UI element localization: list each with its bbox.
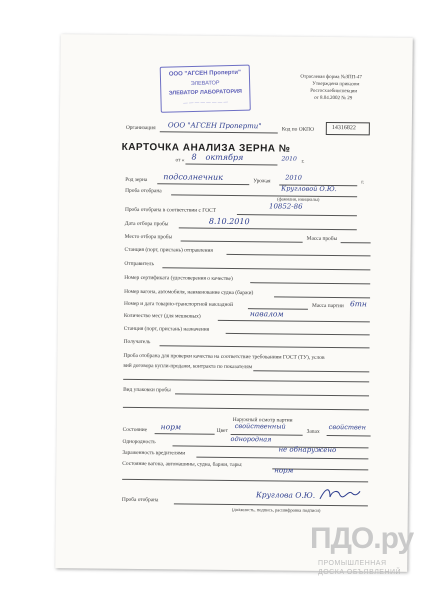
- place-label: Место отбора пробы: [124, 233, 173, 241]
- certificate-label: Номер сертификата (удостоверения о качестве): [124, 274, 233, 282]
- sampling-date-label: Дата отбора пробы: [124, 220, 169, 228]
- sampled-by-value: Кругловой О.Ю.: [281, 184, 337, 194]
- gost-label: Проба отобрана в соответствии с ГОСТ: [124, 206, 217, 214]
- crop-label: Род зерна: [125, 176, 148, 184]
- crop-value: подсолнечник: [163, 172, 223, 182]
- date-prefix: от «: [175, 157, 185, 164]
- signer-value: Круглова О.Ю.: [255, 490, 316, 500]
- organization-value: ООО "АГСЕН Проперти": [167, 121, 262, 131]
- okpo-label: Код по ОКПО: [281, 126, 315, 133]
- form-header-line2: Утверждена приказом: [312, 81, 360, 88]
- gost-value: 10852-86: [268, 202, 303, 211]
- container-label: Состояние вагона, автомашины, судна, баржи, тары:: [122, 460, 243, 469]
- form-header-line1: Отраслевая форма №ЗПП-47: [300, 74, 362, 81]
- waybill-label: Номер и дата товарно-транспортной накладной: [123, 300, 234, 308]
- sampling-date-value: 8.10.2010: [208, 216, 250, 227]
- receiver-label: Получатель: [123, 338, 151, 346]
- organization-stamp: ООО "АГСЕН Проперти" ЭЛЕВАТОР ЭЛЕВАТОР ЛАБОРАТОРИЯ — — — — — — — —: [160, 65, 251, 113]
- signer-hint: (должность, подпись, расшифровка подписи): [231, 506, 321, 513]
- batch-mass-label: Масса партии: [311, 302, 344, 310]
- color-value: свойственный: [234, 422, 286, 431]
- storage-label: Вид упаковки пробы: [123, 386, 171, 394]
- infestation-value: не обнаружено: [278, 445, 337, 455]
- contract-label: вий договора купли-продажи, контракта по показателям: [123, 362, 253, 371]
- sender-label: Отправитель: [124, 260, 154, 268]
- watermark-line2: ДОСКА ОБЪЯВЛЕНИЙ: [318, 569, 402, 576]
- watermark-line1: ПРОМЫШЛЕННАЯ: [318, 560, 387, 567]
- stamp-line1: ООО "АГСЕН Проперти": [168, 69, 242, 78]
- date-suffix: г.: [301, 158, 305, 165]
- stamp-line3: ЭЛЕВАТОР ЛАБОРАТОРИЯ: [168, 88, 243, 97]
- form-header-line3: Росгосхлебинспекции: [310, 88, 358, 95]
- places-value: навалом: [249, 309, 284, 319]
- okpo-value: 14316822: [331, 125, 356, 132]
- wagon-label: Номер вагона, автомобиля, наименование судна (баржи): [124, 288, 254, 297]
- form-header-line4: от 8.04.2002 № 29: [314, 95, 353, 102]
- compliance-label: Проба отобрана для проверки качества на соответствие требованиям ГОСТ (ТУ), услов: [123, 352, 325, 361]
- watermark: [308, 522, 420, 590]
- date-year: 2010: [281, 155, 297, 163]
- smell-label: Запах: [306, 428, 320, 435]
- date-month: октября: [205, 152, 244, 163]
- container-value: норм: [274, 466, 294, 475]
- color-label: Цвет: [216, 427, 228, 434]
- signer-label: Проба отобрана: [121, 496, 159, 504]
- uniformity-value: однородная: [230, 434, 272, 444]
- condition-label: Состояние: [122, 426, 148, 434]
- harvest-value: 2010: [285, 173, 302, 182]
- year-suffix: г.: [361, 179, 365, 186]
- watermark-brand: ПДО.ру: [310, 522, 414, 555]
- card-title: КАРТОЧКА АНАЛИЗА ЗЕРНА №: [121, 141, 291, 155]
- condition-value: норм: [160, 422, 182, 432]
- stamp-line2: ЭЛЕВАТОР: [190, 80, 220, 88]
- dest-station-label: Станция (порт, пристань) назначения: [123, 325, 210, 333]
- date-day: 8: [191, 152, 197, 162]
- uniformity-label: Однородность: [122, 438, 156, 446]
- harvest-label: Урожая: [253, 178, 271, 185]
- station-label: Станция (порт, пристань) отправления: [124, 246, 213, 254]
- infestation-label: Зараженность вредителями: [122, 449, 186, 457]
- inspection-label: Наружный осмотр партии: [232, 416, 293, 424]
- sampled-by-label: Проба отобрана: [125, 187, 162, 195]
- batch-mass-value: 6тн: [349, 299, 367, 309]
- smell-value: свойствен: [328, 422, 366, 432]
- signature-mark: [318, 485, 362, 505]
- places-label: Количество мест (для мешковых): [123, 312, 201, 320]
- sampled-by-hint: (фамилия, инициалы): [277, 196, 320, 202]
- document-sheet: [55, 34, 413, 572]
- organization-label: Организация: [125, 124, 156, 132]
- mass-label: Масса пробы: [306, 235, 338, 243]
